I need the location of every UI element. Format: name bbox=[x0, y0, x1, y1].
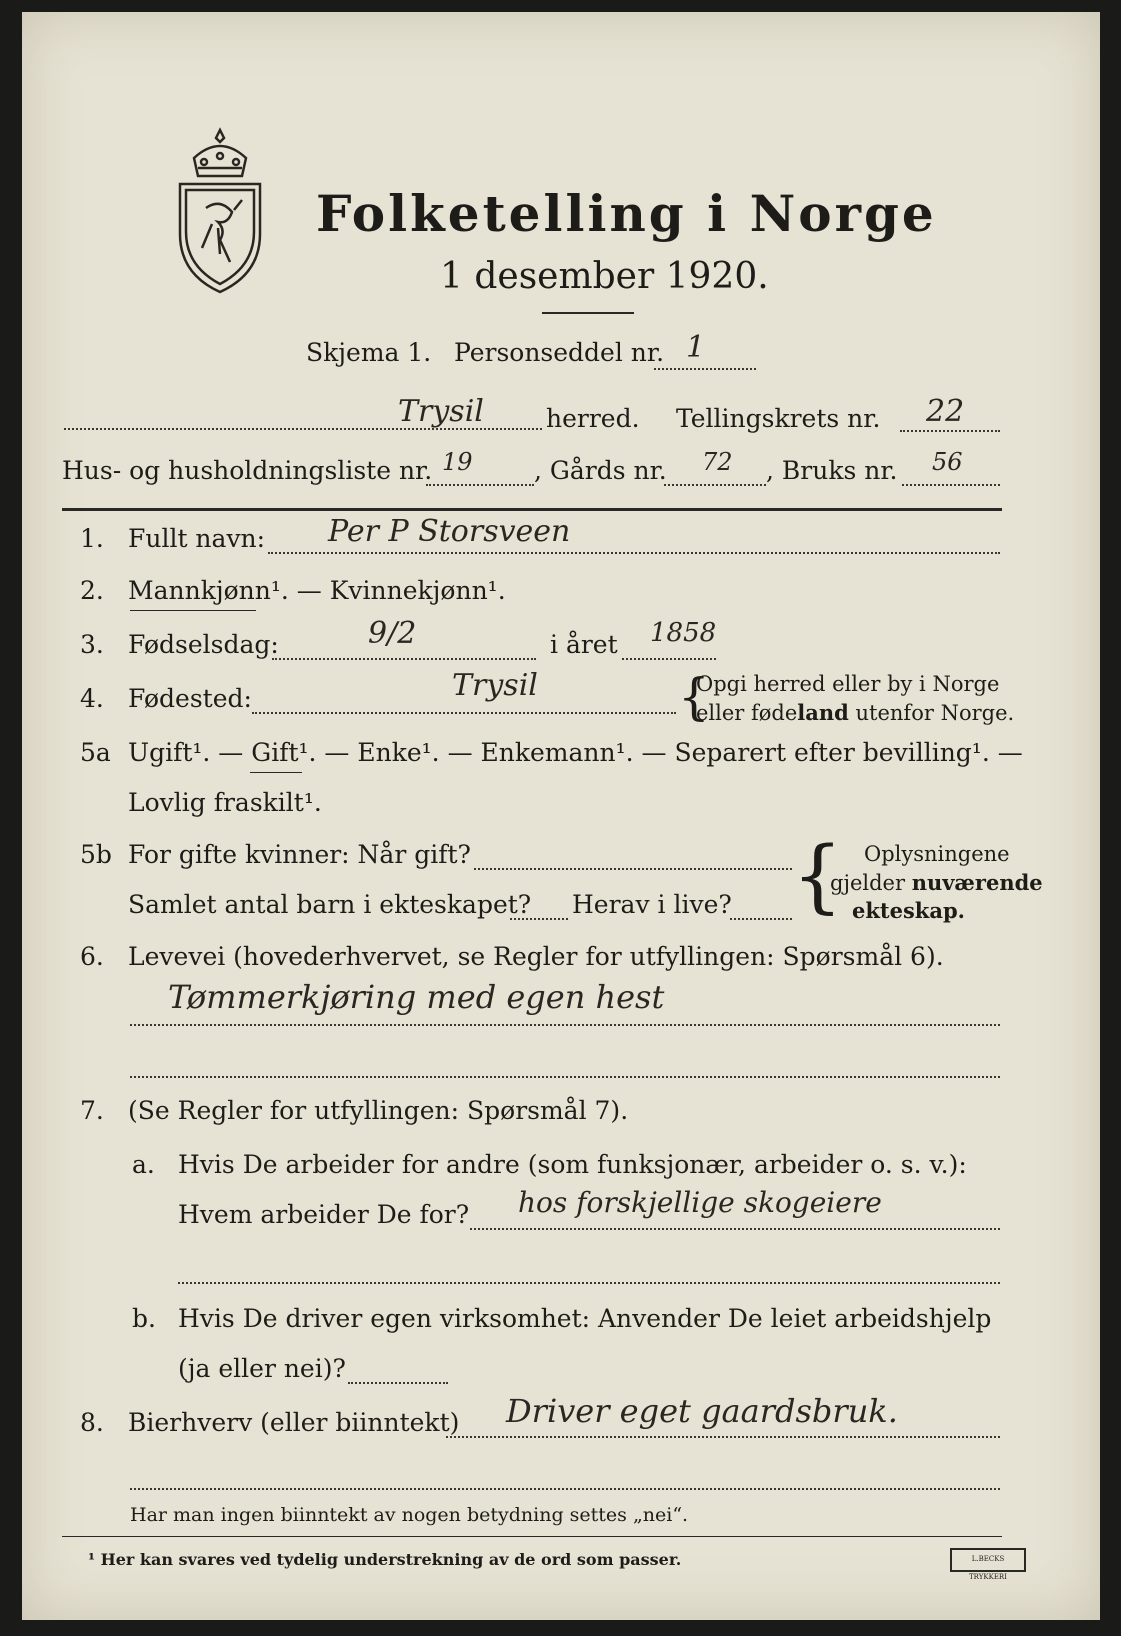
q5b-label2: Samlet antal barn i ekteskapet? bbox=[128, 890, 532, 919]
gards-value: 72 bbox=[702, 448, 733, 476]
printer-stamp: L.BECKS TRYKKERI bbox=[950, 1548, 1026, 1572]
q3-day: 9/2 bbox=[368, 616, 417, 651]
q5b-alive-line bbox=[730, 918, 792, 920]
q3-label: Fødselsdag: bbox=[128, 630, 279, 659]
q5b-label3: Herav i live? bbox=[572, 890, 732, 919]
herred-label: herred. bbox=[546, 404, 640, 433]
hus-label: Hus- og husholdningsliste nr. bbox=[62, 456, 433, 485]
form-title: Folketelling i Norge bbox=[316, 184, 937, 243]
herred-value: Trysil bbox=[398, 394, 484, 429]
q4-note-line1: Opgi herred eller by i Norge bbox=[696, 672, 1000, 696]
q5a-number: 5a bbox=[80, 738, 111, 767]
q5b-label1: For gifte kvinner: Når gift? bbox=[128, 840, 471, 869]
personseddel-line bbox=[654, 368, 756, 370]
q1-line bbox=[268, 552, 1000, 554]
q5a-label: Ugift¹. — Gift¹. — Enke¹. — Enkemann¹. — Separert efter bevilling¹. — bbox=[128, 738, 1023, 767]
census-date: 1 desember 1920. bbox=[440, 256, 769, 297]
q1-full-name: Per P Storsveen bbox=[328, 514, 571, 549]
q7a-label2: Hvem arbeider De for? bbox=[178, 1200, 470, 1229]
bruks-label: , Bruks nr. bbox=[766, 456, 898, 485]
q4-label: Fødested: bbox=[128, 684, 252, 713]
q3-year: 1858 bbox=[650, 618, 717, 648]
schema-label: Skjema 1. bbox=[306, 338, 432, 367]
q4-brace: { bbox=[678, 668, 710, 726]
q4-birthplace: Trysil bbox=[452, 668, 538, 703]
q3-number: 3. bbox=[80, 630, 104, 659]
q5b-note3: ekteskap. bbox=[852, 898, 965, 923]
q4-number: 4. bbox=[80, 684, 104, 713]
q7-label: (Se Regler for utfyllingen: Spørsmål 7). bbox=[128, 1096, 629, 1125]
q5b-married-line bbox=[474, 868, 792, 870]
bruks-line bbox=[902, 484, 1000, 486]
header-divider bbox=[62, 508, 1002, 511]
q5b-note2: gjelder nuværende bbox=[830, 870, 1043, 895]
q5a-label2: Lovlig fraskilt¹. bbox=[128, 788, 322, 817]
gards-line bbox=[664, 484, 766, 486]
q3-day-line bbox=[272, 658, 536, 660]
q3-year-label: i året bbox=[550, 630, 618, 659]
footer-divider bbox=[62, 1536, 1002, 1537]
q8-label: Bierhverv (eller biinntekt) bbox=[128, 1408, 460, 1437]
footnote: ¹ Her kan svares ved tydelig understrekning av de ord som passer. bbox=[88, 1550, 682, 1569]
q5a-underline bbox=[250, 772, 302, 773]
q4-note-line2: eller fødeland utenfor Norge. bbox=[696, 700, 1015, 725]
q8-side-income: Driver eget gaardsbruk. bbox=[506, 1392, 898, 1430]
gards-label: , Gårds nr. bbox=[534, 456, 667, 485]
q5b-brace: { bbox=[792, 829, 843, 922]
coat-of-arms-icon bbox=[172, 124, 268, 296]
personseddel-label: Personseddel nr. bbox=[454, 338, 665, 367]
q7a-label1: Hvis De arbeider for andre (som funksjonær, arbeider o. s. v.): bbox=[178, 1150, 967, 1179]
q6-line2 bbox=[130, 1076, 1000, 1078]
q7a-employer: hos forskjellige skogeiere bbox=[518, 1186, 882, 1219]
q2-underline bbox=[130, 610, 256, 611]
q1-number: 1. bbox=[80, 524, 104, 553]
bruks-value: 56 bbox=[932, 448, 963, 476]
footer-note: Har man ingen biinntekt av nogen betydning settes „nei“. bbox=[130, 1504, 689, 1526]
q6-label: Levevei (hovederhvervet, se Regler for utfyllingen: Spørsmål 6). bbox=[128, 942, 944, 971]
q7b-label1: Hvis De driver egen virksomhet: Anvender De leiet arbeidshjelp bbox=[178, 1304, 992, 1333]
q5b-number: 5b bbox=[80, 840, 112, 869]
q8-line1 bbox=[446, 1436, 1000, 1438]
q7-number: 7. bbox=[80, 1096, 104, 1125]
q6-occupation: Tømmerkjøring med egen hest bbox=[168, 978, 665, 1016]
q7a-line2 bbox=[178, 1282, 1000, 1284]
q7a-number: a. bbox=[132, 1150, 155, 1179]
tellingskrets-value: 22 bbox=[926, 394, 965, 429]
personseddel-value: 1 bbox=[686, 330, 706, 365]
hus-value: 19 bbox=[442, 448, 473, 476]
q7a-line1 bbox=[470, 1228, 1000, 1230]
q8-number: 8. bbox=[80, 1408, 104, 1437]
census-form bbox=[22, 12, 1100, 1620]
q6-number: 6. bbox=[80, 942, 104, 971]
q7b-label2: (ja eller nei)? bbox=[178, 1354, 346, 1383]
hus-line bbox=[426, 484, 534, 486]
tellingskrets-line bbox=[900, 430, 1000, 432]
tellingskrets-label: Tellingskrets nr. bbox=[676, 404, 881, 433]
q7b-number: b. bbox=[132, 1304, 156, 1333]
q8-line2 bbox=[130, 1488, 1000, 1490]
q4-line bbox=[252, 712, 676, 714]
q5b-children-line bbox=[510, 918, 568, 920]
title-divider bbox=[542, 312, 634, 314]
q7b-line bbox=[348, 1382, 448, 1384]
q2-label: Mannkjønn¹. — Kvinnekjønn¹. bbox=[128, 576, 506, 605]
q5b-note1: Oplysningene bbox=[864, 842, 1010, 866]
q3-year-line bbox=[622, 658, 716, 660]
q6-line1 bbox=[130, 1024, 1000, 1026]
q2-number: 2. bbox=[80, 576, 104, 605]
q1-label: Fullt navn: bbox=[128, 524, 266, 553]
